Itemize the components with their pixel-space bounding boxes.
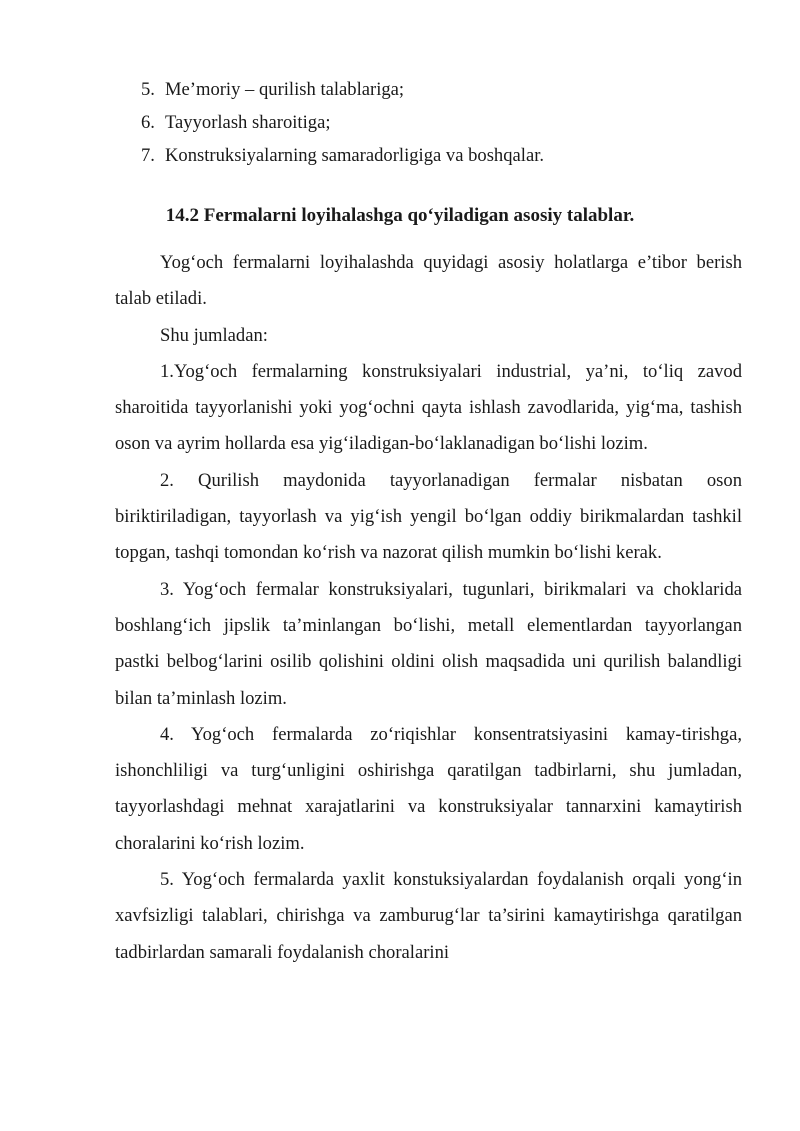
list-item-text: Me’moriy – qurilish talablariga; [165, 79, 405, 100]
section-heading: 14.2 Fermalarni loyihalashga qo‘yiladigan asosiy talablar. [165, 205, 635, 226]
list-item-number: 7. [141, 145, 155, 166]
paragraph: 4. Yog‘och fermalarda zo‘riqishlar konsentratsiyasini kamay-tirishga, ishonchliligi va turg‘unligini oshirishga qaratilgan tadbirlarni, shu jumladan, tayyorlashdagi mehnat xarajatlarini va konstruksiyalar tannarxini kamaytirish choralarini ko‘rish lozim. [115, 723, 742, 854]
body-text [115, 245, 742, 971]
list-item [141, 73, 761, 106]
paragraph: 1.Yog‘och fermalarning konstruksiyalari industrial, ya’ni, to‘liq zavod sharoitida tayyorlanishi yoki yog‘ochni qayta ishlash zavodlarida, yig‘ma, tashish oson va ayrim hollarda esa yig‘iladigan-bo‘laklanadigan bo‘lishi lozim. [115, 360, 742, 455]
list-item-text: Konstruksiyalarning samaradorligiga va boshqalar. [165, 145, 545, 166]
list-item-text: Tayyorlash sharoitiga; [165, 112, 331, 133]
paragraph: Shu jumladan: [160, 324, 268, 346]
paragraph: 3. Yog‘och fermalar konstruksiyalari, tugunlari, birikmalari va choklarida boshlang‘ich jipslik ta’minlangan bo‘lishi, metall elementlardan tayyorlangan pastki belbog‘larini osilib qolishini oldini olish maqsadida uni qurilish balandligi bilan ta’minlash lozim. [115, 578, 742, 709]
list-item [141, 139, 761, 172]
list-item [141, 106, 761, 139]
paragraph: Yog‘och fermalarni loyihalashda quyidagi asosiy holatlarga e’tibor berish talab etiladi. [115, 252, 742, 310]
numbered-list [141, 73, 761, 172]
paragraph: 2. Qurilish maydonida tayyorlanadigan fermalar nisbatan oson biriktiriladigan, tayyorlash va yig‘ish yengil bo‘lgan oddiy birikmalardan tashkil topgan, tashqi tomondan ko‘rish va nazorat qilish mumkin bo‘lishi kerak. [115, 469, 742, 564]
paragraph: 5. Yog‘och fermalarda yaxlit konstuksiyalardan foydalanish orqali yong‘in xavfsizligi talablari, chirishga va zamburug‘lar ta’sirini kamaytirishga qaratilgan tadbirlardan samarali foydalanish choralarini [115, 869, 742, 963]
list-item-number: 6. [141, 112, 155, 133]
list-item-number: 5. [141, 79, 155, 100]
